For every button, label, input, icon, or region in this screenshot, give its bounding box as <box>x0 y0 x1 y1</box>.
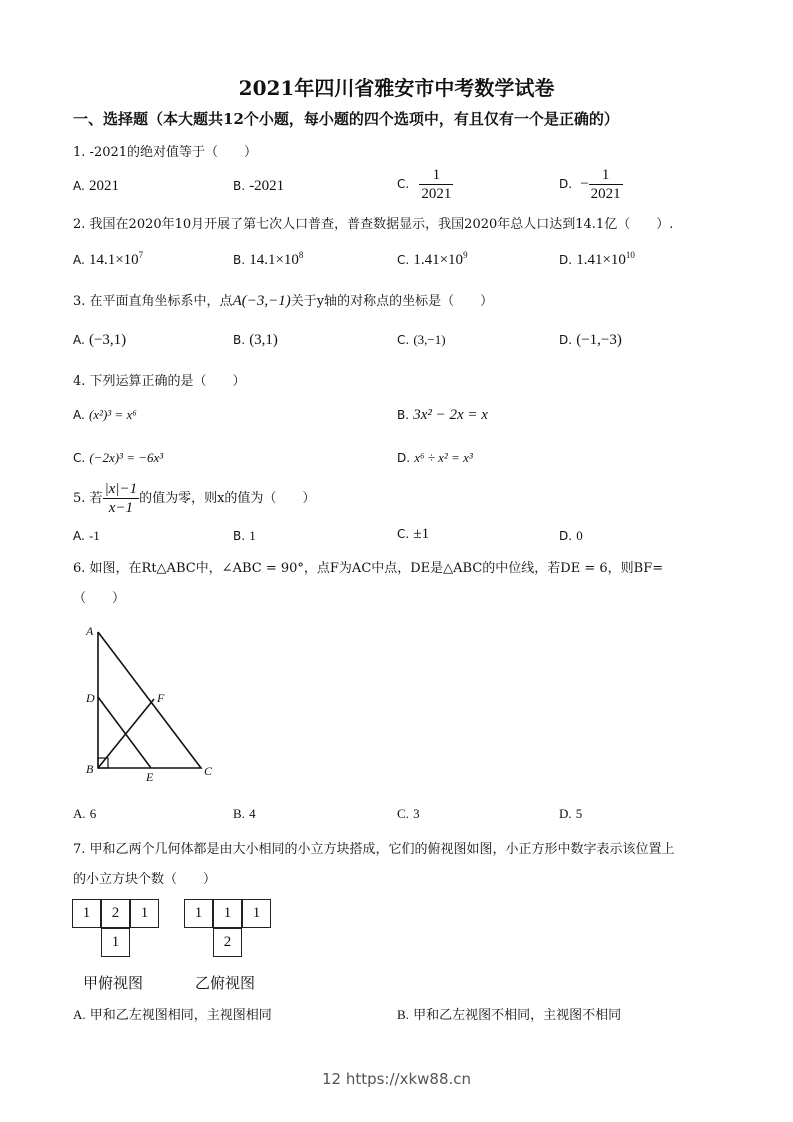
minus-sign: − <box>580 176 589 192</box>
q1-option-d <box>559 166 623 203</box>
question-number: 3. <box>73 294 86 309</box>
option-value <box>249 252 303 268</box>
grid-cell: 1 <box>184 899 213 928</box>
question-number: 6. <box>73 561 86 576</box>
point-label-e: E <box>146 770 154 784</box>
option-value: (3,−1) <box>413 332 446 347</box>
fraction-numerator: 1 <box>589 166 623 185</box>
point-label-b: B <box>86 762 94 776</box>
triangle-abc <box>98 632 201 768</box>
q2-option-a <box>73 250 143 269</box>
question-6-stem <box>73 557 663 576</box>
question-number: 7. <box>73 842 86 857</box>
option-value: 3x² − 2x = x <box>413 407 488 423</box>
point-label-c: C <box>204 764 213 778</box>
fraction <box>589 166 623 203</box>
grid-cell: 2 <box>101 899 130 928</box>
option-value: -1 <box>88 528 100 543</box>
q4-option-b <box>397 407 488 424</box>
question-number: 2. <box>73 217 86 232</box>
fraction-denominator: 2021 <box>421 186 452 202</box>
option-label: A. <box>73 333 85 347</box>
point-label-a: A <box>86 624 94 638</box>
grid-cell: 1 <box>213 899 242 928</box>
grid-cell: 1 <box>130 899 159 928</box>
option-value <box>576 252 635 268</box>
q3-option-c <box>397 332 446 348</box>
question-text: -2021的绝对值等于（ ） <box>89 145 258 160</box>
option-value: ±1 <box>413 526 430 542</box>
base: 1.41×10 <box>576 252 626 268</box>
question-text: 在平面直角坐标系中，点 <box>89 294 233 309</box>
option-label: C. <box>397 806 409 821</box>
grid-cell: 2 <box>213 928 242 957</box>
question-7-stem <box>73 838 675 857</box>
option-value: (−3,1) <box>88 332 127 348</box>
q7-option-b <box>397 1004 621 1023</box>
q4-option-c <box>73 450 163 466</box>
question-4-stem <box>73 370 246 389</box>
q2-option-b <box>233 250 303 269</box>
option-value: 2021 <box>88 178 119 194</box>
option-label: D. <box>559 253 573 267</box>
option-label: C. <box>397 177 410 191</box>
option-label: B. <box>233 529 246 543</box>
q3-option-d <box>559 332 622 349</box>
option-value: 3 <box>413 806 420 821</box>
option-value: 甲和乙左视图不相同，主视图不相同 <box>413 1008 622 1023</box>
section-heading: 一、选择题（本大题共12个小题，每小题的四个选项中，有且仅有一个是正确的） <box>73 110 619 128</box>
fraction-denominator: 2021 <box>590 186 621 202</box>
q1-option-c <box>397 166 453 203</box>
option-label: B. <box>233 253 246 267</box>
option-value: 1 <box>249 528 256 543</box>
option-value: x⁶ ÷ x² = x³ <box>414 450 473 465</box>
question-text: 的值为零，则x的值为（ ） <box>139 491 316 506</box>
question-number: 1. <box>73 145 86 160</box>
option-value: -2021 <box>249 178 285 194</box>
exponent: 7 <box>138 250 144 260</box>
option-label: B. <box>233 179 246 193</box>
option-value: (3,1) <box>249 332 278 348</box>
fraction <box>419 166 453 203</box>
option-label: A. <box>73 179 85 193</box>
question-number: 5. <box>73 491 86 506</box>
exponent: 9 <box>463 250 468 260</box>
option-value <box>89 252 143 268</box>
question-6-stem-cont: （ ） <box>73 591 126 606</box>
triangle-figure <box>80 620 230 790</box>
q5-option-c <box>397 526 429 543</box>
jia-caption: 甲俯视图 <box>83 974 144 992</box>
option-label: D. <box>559 177 573 191</box>
option-value: (x²)³ = x⁶ <box>88 407 137 422</box>
base: 14.1×10 <box>88 252 139 268</box>
yi-caption: 乙俯视图 <box>195 974 256 992</box>
grid-cell: 1 <box>242 899 271 928</box>
fraction-denominator: x−1 <box>108 500 133 516</box>
option-label: A. <box>73 1007 86 1022</box>
option-value: 5 <box>575 806 583 821</box>
q5-option-d <box>559 528 583 544</box>
option-value: 4 <box>249 806 256 821</box>
q6-option-d <box>559 806 582 822</box>
option-label: B. <box>233 333 246 347</box>
exponent: 10 <box>625 250 635 260</box>
point-coordinate: A(−3,−1) <box>232 293 291 309</box>
option-value <box>413 252 467 268</box>
base: 1.41×10 <box>413 252 464 268</box>
q4-option-d <box>397 450 473 466</box>
point-label-f: F <box>157 691 165 705</box>
q5-option-a <box>73 528 100 544</box>
exponent: 8 <box>298 250 304 260</box>
page-title: 2021年四川省雅安市中考数学试卷 <box>238 76 555 100</box>
question-2-stem <box>73 213 673 232</box>
option-label: A. <box>73 253 85 267</box>
option-label: D. <box>559 333 573 347</box>
option-label: B. <box>397 1007 409 1022</box>
option-label: C. <box>397 333 410 347</box>
q2-option-d <box>559 250 635 269</box>
page-footer: 12 https://xkw88.cn <box>321 1070 472 1088</box>
q7-option-a <box>73 1004 272 1023</box>
option-value: 0 <box>576 528 583 543</box>
q3-option-b <box>233 332 278 349</box>
option-value: 甲和乙左视图相同，主视图相同 <box>89 1008 272 1023</box>
option-label: D. <box>559 806 572 821</box>
question-3-stem <box>73 290 493 310</box>
fraction-numerator: |x|−1 <box>104 481 138 497</box>
question-text: 若 <box>89 491 103 506</box>
q1-option-b <box>233 178 284 195</box>
q6-option-c <box>397 806 420 822</box>
option-label: C. <box>73 451 86 465</box>
q3-option-a <box>73 332 126 349</box>
option-value: 6 <box>89 806 97 821</box>
q4-option-a <box>73 407 137 423</box>
option-label: B. <box>233 806 245 821</box>
question-7-stem-cont: 的小立方块个数（ ） <box>73 872 217 887</box>
option-label: B. <box>397 408 410 422</box>
question-text: 甲和乙两个几何体都是由大小相同的小立方块搭成，它们的俯视图如图，小正方形中数字表示该位置上 <box>89 842 675 857</box>
option-label: C. <box>397 527 410 541</box>
question-number: 4. <box>73 374 86 389</box>
question-1-stem <box>73 141 257 160</box>
option-label: D. <box>559 529 573 543</box>
option-label: D. <box>397 451 411 465</box>
question-text: 关于y轴的对称点的坐标是（ ） <box>290 294 494 309</box>
option-label: C. <box>397 253 410 267</box>
q2-option-c <box>397 250 468 269</box>
question-5-stem <box>73 480 315 517</box>
question-text: 下列运算正确的是（ ） <box>89 374 246 389</box>
option-value: (−1,−3) <box>576 332 622 348</box>
base: 14.1×10 <box>249 252 299 268</box>
option-label: A. <box>73 408 85 422</box>
point-label-d: D <box>86 691 95 705</box>
option-label: A. <box>73 529 85 543</box>
option-label: A. <box>73 806 86 821</box>
grid-cell: 1 <box>101 928 130 957</box>
q6-option-a <box>73 806 96 822</box>
q1-option-a <box>73 178 119 195</box>
fraction-numerator: 1 <box>419 166 453 185</box>
option-value: (−2x)³ = −6x³ <box>89 450 164 465</box>
question-text: 我国在2020年10月开展了第七次人口普查，普查数据显示，我国2020年总人口达到14.1亿（ ）. <box>89 217 674 232</box>
q5-option-b <box>233 528 256 544</box>
question-text: 如图，在Rt△ABC中，∠ABC = 90°，点F为AC中点，DE是△ABC的中位线，若DE = 6，则BF= <box>89 561 664 576</box>
q6-option-b <box>233 806 256 822</box>
fraction <box>103 480 140 517</box>
grid-cell: 1 <box>72 899 101 928</box>
